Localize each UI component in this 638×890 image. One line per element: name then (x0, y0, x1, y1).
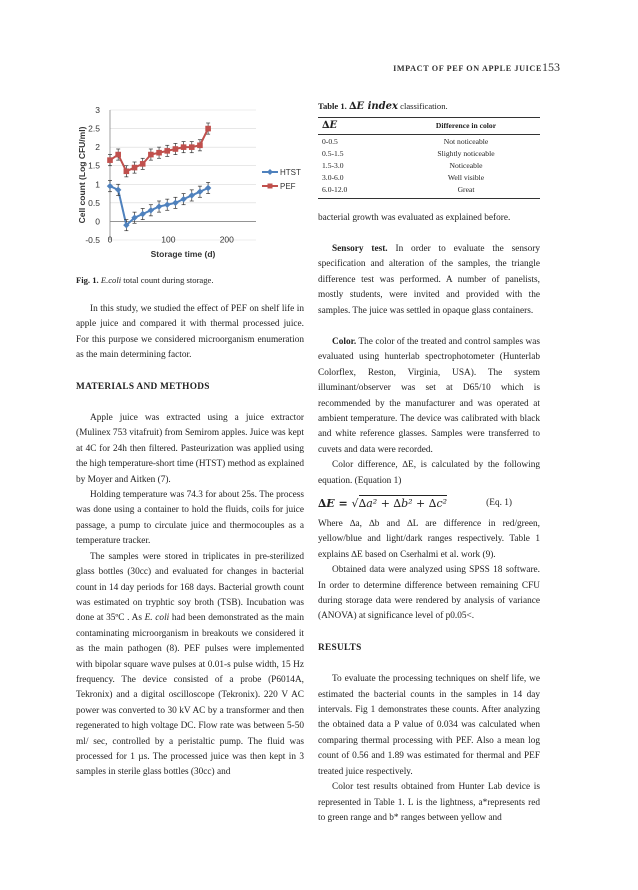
x-axis-title: Storage time (d) (150, 249, 216, 259)
table-row (318, 183, 540, 198)
color-body: The color of the treated and control samples was evaluated using hunterlab spectrophotometer (Hunterlab Colorflex, Reston, Virginia, USA). The system illuminant/observer was set at D65/10 which is recommended by the manufacturer and was operated at ambient temperature. The device was calibrated with black and white reference glasses. Samples were transferred to cuvets and data were recorded. (318, 336, 540, 455)
results-heading: RESULTS (318, 642, 362, 653)
difference-cell: Well visible (447, 172, 485, 182)
legend-label-pef: PEF (280, 182, 296, 191)
data-point-htst (180, 196, 186, 202)
where-paragraph: Where ∆a, ∆b and ∆L are difference in red/green, yellow/blue and light/dark ranges respectively. Table 1 explains ∆E based on Cserhalmi et al. work (9). (318, 519, 540, 560)
page-number: 153 (542, 60, 560, 74)
difference-cell: Slightly noticeable (437, 148, 495, 158)
difference-cell: Noticeable (449, 160, 483, 170)
legend-label-htst: HTST (280, 168, 301, 177)
x-tick-label: 0 (107, 234, 113, 245)
sensory-paragraph (318, 242, 540, 319)
data-point-pef (197, 142, 203, 148)
p3-end: had been demonstrated as the main contaminating microorganism in breakouts we considered it as the main pathogen (8). PEF pulses were implemented with bipolar square wave pulses at 0.01-s pulse width, 15 Hz frequency. The device consisted of a probe (P6014A, Tekronix) and a digital oscilloscope (Tekronix). 220 V AC power was converted to 30 kV AC by a transformer and then regenerated to high voltage DC. Flow rate was between 5-50 ml/ sec, controlled by a peristaltic pump. The fluid was processed for 1 µs. The processed juice was then kept in 3 samples in sterile glass bottles (30cc) and (76, 613, 304, 778)
results-paragraph-1: To evaluate the processing techniques on shelf life, we estimated the bacterial counts in the samples in 14 day intervals. Fig 1 demonstrates these counts. After analyzing the obtained data a P value of 0.034 was calculated when comparing thermal processing with PEF. Also a mean log count of 0.56 and 1.89 was estimated for thermal and PEF treated juice respectively. (318, 674, 540, 777)
range-cell: 6.0-12.0 (318, 183, 392, 198)
data-point-pef (205, 126, 211, 132)
table-symbol: ∆E index (348, 101, 399, 112)
running-head: IMPACT OF PEF ON APPLE JUICE (393, 64, 542, 73)
delta-e-table (318, 117, 540, 199)
legend-marker-pef (268, 184, 273, 189)
data-point-pef (107, 157, 113, 163)
table-row (318, 147, 540, 159)
data-point-htst (205, 185, 211, 191)
table-row (318, 171, 540, 183)
table-header-difference: Difference in color (392, 118, 540, 135)
intro-paragraph: In this study, we studied the effect of PEF on shelf life in apple juice and compared it with thermal processed juice. For this purpose we considered microorganism enumeration as the main determining factor. (76, 304, 304, 361)
table-caption-rest: classification. (398, 101, 448, 111)
sensory-heading: Sensory test. (332, 243, 388, 254)
color-difference-paragraph: Color difference, ∆E, is calculated by the following equation. (Equation 1) (318, 460, 540, 486)
equation-formula: ∆E = √∆a² + ∆b² + ∆c² (318, 497, 448, 511)
y-tick-label: 0 (95, 216, 100, 227)
difference-cell: Great (392, 183, 540, 198)
results-paragraph-2: Color test results obtained from Hunter Lab device is represented in Table 1. L is the lightness, a*represents red to green range and b* ranges between yellow and (318, 782, 540, 823)
table-row (318, 159, 540, 171)
range-cell: 0-0.5 (322, 136, 338, 146)
y-tick-label: 0.5 (88, 197, 100, 208)
right-column (318, 100, 540, 826)
data-point-htst (140, 211, 146, 217)
table-header-symbol: ∆E (318, 118, 392, 135)
data-point-pef (189, 144, 195, 150)
p3-italic: E. coli (144, 613, 170, 624)
range-cell: 1.5-3.0 (322, 160, 344, 170)
data-point-pef (132, 165, 138, 171)
table-header-row (318, 118, 540, 135)
data-point-pef (148, 152, 154, 158)
data-point-htst (197, 189, 203, 195)
table-row (318, 135, 540, 148)
x-tick-label: 200 (219, 234, 234, 245)
data-point-pef (156, 150, 162, 156)
methods-paragraph-2: Holding temperature was 74.3 for about 25s. The process was done using a container to hold the fluids, coils for juice passage, a pump to circulate juice and thermocouples as a temperature tracker. (76, 490, 304, 547)
y-axis-title: Cell count (Log CFU/ml) (77, 126, 87, 224)
data-point-pef (140, 161, 146, 167)
table-label: Table 1. (318, 101, 347, 111)
data-point-htst (172, 200, 178, 206)
data-point-htst (148, 207, 154, 213)
data-point-htst (115, 187, 121, 193)
data-point-pef (164, 148, 170, 154)
y-tick-label: 3 (95, 105, 100, 115)
color-heading: Color. (332, 336, 357, 347)
data-point-htst (164, 202, 170, 208)
table-caption (318, 100, 540, 113)
data-point-pef (173, 146, 179, 152)
y-tick-label: 2.5 (88, 123, 100, 134)
range-cell: 3.0-6.0 (322, 172, 344, 182)
left-column (76, 100, 304, 781)
figure-1-chart (76, 100, 304, 264)
methods-paragraph-1: Apple juice was extracted using a juice extractor (Mulinex 753 vitafruit) from Semirom apples. Juice was kept at 4C for 24h then filtered. Pasteurization was applied using the high temperature-short time (HTST) method as explained by Moyer and Aitken (7). (76, 413, 304, 485)
y-tick-label: -0.5 (85, 235, 100, 245)
methods-paragraph-3 (76, 550, 304, 781)
chart-svg (76, 100, 304, 264)
continuation-paragraph: bacterial growth was evaluated as explained before. (318, 212, 511, 223)
range-cell: 0.5-1.5 (322, 148, 344, 158)
y-tick-label: 1 (95, 179, 100, 190)
sensory-body: In order to evaluate the sensory specification and alteration of the samples, the triangle difference test was performed. A number of panelists, mostly students, were invited and provided with the samples. The juice was settled in opaque glass containers. (318, 243, 540, 316)
data-point-pef (124, 168, 130, 174)
figure-caption-italic: E.coli (100, 275, 122, 285)
color-paragraph (318, 335, 540, 458)
p3-start: The samples were stored in triplicates in pre-sterilized glass bottles (30cc) and evaluated for changes in bacterial count in 14 day periods for 168 days. Bacterial growth count was estimated on tryphtic soy broth (TSB). Incubation was done at 35ºC . As (76, 551, 304, 624)
legend-marker-htst (267, 169, 273, 175)
equation-rhs: ∆a² + ∆b² + ∆c² (358, 497, 448, 511)
figure-caption-rest: total count during storage. (121, 275, 214, 285)
figure-caption (76, 274, 304, 286)
data-point-htst (107, 183, 113, 189)
figure-label: Fig. 1. (76, 275, 99, 285)
y-tick-label: 1.5 (88, 160, 100, 171)
data-point-htst (156, 203, 162, 209)
y-tick-label: 2 (95, 142, 100, 153)
equation-lhs: ∆E = (318, 497, 352, 511)
data-point-pef (115, 152, 121, 158)
difference-cell: Not noticeable (443, 136, 489, 146)
methods-heading: MATERIALS AND METHODS (76, 381, 210, 392)
equation-label: (Eq. 1) (486, 498, 512, 509)
data-point-pef (181, 144, 187, 150)
data-point-htst (189, 192, 195, 198)
equation-1 (318, 491, 540, 517)
spss-paragraph: Obtained data were analyzed using SPSS 18 software. In order to determine difference between remaining CFU during storage data were rendered by analysis of variance (ANOVA) at significance level of p0.05<. (318, 565, 540, 622)
x-tick-label: 100 (161, 234, 176, 245)
